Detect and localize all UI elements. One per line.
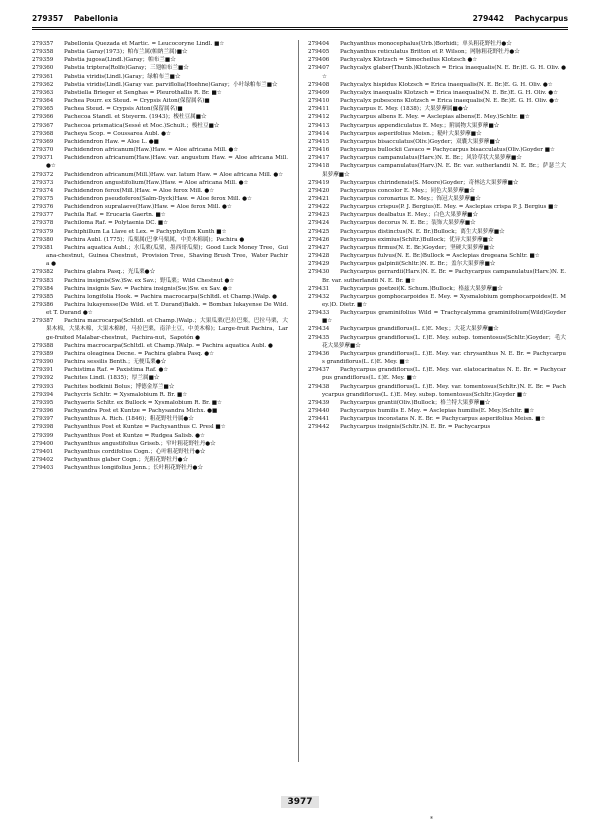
header-right-number: 279442 [472, 14, 504, 23]
entry-text: Pachira aquatica Aubl.；水瓜栗(瓜栗，墨西哥瓜栗)；Good Luck Money Tree，Guiana-chestnut，Guinea Chestnut，Provision Tree，Shaving Brush Tree，Water Pachira ● [46, 244, 288, 268]
entry-text: Pachycarpus crispus(P. J. Bergius)E. Mey. = Asclepias crispa P. J. Bergius ■☆ [340, 204, 559, 211]
entry-number: 279374 [32, 187, 54, 194]
entry-text: Pachira longifolia Hook. = Pachira macrocarpa(Schltdl. et Champ.)Walp. ● [64, 293, 277, 300]
entry-number: 279393 [32, 383, 54, 390]
entry [32, 56, 288, 64]
entry [308, 187, 566, 195]
entry-text: Pachycarpus goetzei(K. Schum.)Bullock；格兹大果萝藦■☆ [340, 285, 503, 292]
entry-text: Pachycarpus albens E. Mey. = Asclepias albens(E. Mey.)Schltr. ■☆ [340, 114, 530, 121]
entry-number: 279436 [308, 350, 330, 357]
entry [32, 440, 288, 448]
entry-text: Pachycarpus chirindensis(S. Moore)Goyder；奇林达大果萝藦■☆ [340, 179, 519, 186]
entry-text: Pachycarpus insignis(Schltr.)N. E. Br. = Pachycarpus [340, 424, 491, 431]
entry-number: 279384 [32, 285, 54, 292]
entry [308, 407, 566, 415]
left-column [32, 40, 288, 472]
entry-text: Pachyanthus Post et Kuntze = Rudgea Salisb. ●☆ [64, 432, 205, 439]
entry-number: 279442 [308, 424, 330, 431]
right-column [310, 40, 566, 432]
entry-text: Pachecoa prismatica(Sessé et Moc.)Schult.；梭杜豆■☆ [64, 122, 220, 129]
entry [32, 244, 288, 268]
entry-text: Pachea Steud. = Crypsis Aiton(保留属名)■ [64, 106, 183, 113]
entry-number: 279401 [32, 448, 54, 455]
entry-text: Pachycarpus bullockii Cavaco = Pachycarpus bisacculatus(Oliv.)Goyder ■☆ [340, 147, 556, 154]
entry-text: Pachidendron africanum(Haw.)Haw. var. angustum Haw. = Aloe africana Mill. ●☆ [46, 155, 288, 170]
entry [32, 374, 288, 382]
entry-text: Pabstia jugosa(Lindl.)Garay；帕布兰■☆ [64, 57, 176, 64]
entry-text: Pachira insignis Sav. = Pachira insignis(Sw.)Sw. ex Sav. ●☆ [64, 285, 233, 292]
entry [32, 146, 288, 154]
entry-number: 279363 [32, 89, 54, 96]
entry [32, 456, 288, 464]
entry-text: Pachila Raf. = Erucaria Gaertn. ■☆ [64, 212, 166, 219]
entry-number: 279423 [308, 212, 330, 219]
entry [32, 342, 288, 350]
entry [32, 293, 288, 301]
entry [32, 277, 288, 285]
page-header [32, 12, 568, 26]
entry-number: 279367 [32, 122, 54, 129]
header-left-number: 279357 [32, 14, 64, 23]
entry-text: Pachycarpus E. Mey. (1838)；大果萝藦属■●☆ [340, 106, 469, 113]
entry-number: 279400 [32, 440, 54, 447]
entry [32, 268, 288, 276]
entry [308, 48, 566, 56]
entry [308, 293, 566, 309]
entry-text: Pachycarpus grantii(Oliv.)Bullock；格兰特大果萝藦■☆ [340, 399, 491, 406]
entry [308, 97, 566, 105]
entry-text: Pachyanthus cordifolius Cogn.；心叶粗花野牡丹●☆ [64, 448, 206, 455]
entry-text: Pachiloma Raf. = Polytaenia DC. ■☆ [64, 220, 169, 227]
entry-number: 279419 [308, 179, 330, 186]
entry-number: 279418 [308, 163, 330, 170]
header-right-title: Pachycarpus [514, 14, 568, 23]
entry [308, 154, 566, 162]
entry-text: Pachyandra Post et Kuntze = Pachysandra Michx. ●■ [64, 408, 218, 415]
entry-number: 279366 [32, 114, 54, 121]
entry-text: Pachyanthus monocephalus(Urb.)Borhidi；单头粗花野牡丹●☆ [340, 41, 512, 47]
entry-text: Pachyaeris Schltr. ex Bullock = Xysmalobium R. Br. ■☆ [64, 399, 223, 406]
entry [308, 179, 566, 187]
entry-number: 279387 [32, 318, 54, 325]
entry-text: Pabstia triptera(Rolfe)Garay；三翅帕布兰■☆ [64, 65, 189, 72]
entry-text: Pachidendron supralaeve(Haw.)Haw. = Aloe ferox Mill. ●☆ [64, 204, 232, 211]
entry-text: Pabellonia Quezada et Martic. = Leucocoryne Lindl. ■☆ [64, 41, 225, 47]
entry [308, 146, 566, 154]
entry-number: 279426 [308, 236, 330, 243]
entry-text: Pachecoa Standl. et Steyerm. (1943)；梭杜豆属■☆ [64, 114, 207, 121]
entry [32, 432, 288, 440]
entry [32, 203, 288, 211]
entry-number: 279361 [32, 73, 54, 80]
entry-number: 279357 [32, 41, 54, 47]
entry [32, 415, 288, 423]
entry-number: 279414 [308, 130, 330, 137]
entry [308, 211, 566, 219]
entry-number: 279412 [308, 114, 330, 121]
entry-number: 279430 [308, 269, 330, 276]
entry [308, 105, 566, 113]
entry-text: Pachycalyx inaequalis Klotzsch = Erica inaequalis(N. E. Br.)E. G. H. Oliv. ●☆ [340, 89, 559, 96]
entry [32, 48, 288, 56]
entry-number: 279434 [308, 326, 330, 333]
entry-text: Pachycarpus firmus(N. E. Br.)Goyder；坚硬大果萝藦■☆ [340, 244, 495, 251]
entry [308, 40, 566, 48]
entry-number: 279372 [32, 171, 54, 178]
entry-text: Pachycarpus galpinii(Schltr.)N. E. Br.；盖尔大果萝藦■☆ [340, 261, 496, 268]
entry [32, 358, 288, 366]
entry [308, 309, 566, 325]
entry-number: 279420 [308, 187, 330, 194]
entry [32, 366, 288, 374]
entry-number: 279432 [308, 293, 330, 300]
entry-number: 279371 [32, 155, 54, 162]
entry-text: Pachyanthus reticulatus Britton et P. Wilson；网脉粗花野牡丹●☆ [340, 49, 520, 56]
entry-number: 279429 [308, 261, 330, 268]
entry [308, 399, 566, 407]
entry [32, 195, 288, 203]
entry-text: Pachycarpus campanulatus(Harv.)N. E. Br. var. sutherlandii N. E. Br.；萨瑟兰大果萝藦■☆ [322, 163, 566, 178]
entry [308, 122, 566, 130]
entry-text: Pachidendron africanum(Mill.)Haw. var. latum Haw. = Aloe africana Mill. ●☆ [64, 171, 284, 178]
entry [32, 448, 288, 456]
entry-text: Pachycarpus grandiflorus(L. f.)E. Mey. var. elatocarinatus N. E. Br. = Pachycarpus grandiflorus(L. f.)E. Mey. ■☆ [322, 367, 566, 382]
entry-text: Pachycarpus distinctus(N. E. Br.)Bullock；离生大果萝藦■☆ [340, 228, 505, 235]
page-number [0, 797, 600, 807]
entry-number: 279362 [32, 81, 54, 88]
entry-number: 279399 [32, 432, 54, 439]
entry-number: 279438 [308, 383, 330, 390]
entry-number: 279390 [32, 359, 54, 366]
entry-number: 279421 [308, 195, 330, 202]
entry-text: Pachiphillum La Llave et Lex. = Pachyphyllum Kunth ■☆ [64, 228, 227, 235]
page-number-text: 3977 [281, 796, 318, 808]
entry-number: 279370 [32, 147, 54, 154]
entry-text: Pachycalyx pubescens Klotzsch = Erica inaequalis(N. E. Br.)E. G. H. Oliv. ●☆ [340, 98, 559, 105]
entry-number: 279398 [32, 424, 54, 431]
entry [32, 399, 288, 407]
header-left-title: Pabellonia [73, 14, 119, 23]
entry [32, 40, 288, 48]
entry-text: Pachira sessilis Benth.；无梗瓜栗●☆ [64, 359, 167, 366]
entry-number: 279427 [308, 244, 330, 251]
entry [308, 415, 566, 423]
entry-number: 279403 [32, 465, 54, 472]
header-rule-thin [32, 29, 568, 30]
entry-number: 279397 [32, 416, 54, 423]
entry-text: Pachycarpus grandiflorus(L. f.)E. Mey. subsp. tomentosus(Schltr.)Goyder；毛大花大果萝藦■☆ [322, 334, 566, 349]
entry-text: Pachycarpus eximius(Schltr.)Bullock；优异大果萝藦■☆ [340, 236, 494, 243]
entry [32, 64, 288, 72]
entry-text: Pachycarpus gerrardii(Harv.)N. E. Br. = Pachycarpus campanulatus(Harv.)N. E. Br. var. sutherlandii N. E. Br. ■☆ [322, 269, 566, 284]
entry [308, 203, 566, 211]
header-left [32, 14, 118, 23]
entry [308, 81, 566, 89]
entry [32, 350, 288, 358]
entry-text: Pachycalyx glaber(Thunb.)Klotzsch = Erica inaequalis(N. E. Br.)E. G. H. Oliv. ●☆ [322, 65, 566, 80]
entry [32, 113, 288, 121]
entry-number: 279396 [32, 408, 54, 415]
entry-text: Pachites Lindl. (1835)；厚兰属■☆ [64, 375, 160, 382]
entry-number: 279439 [308, 399, 330, 406]
entry-number: 279417 [308, 155, 330, 162]
entry [32, 130, 288, 138]
entry-number: 279388 [32, 342, 54, 349]
entry [308, 325, 566, 333]
entry-number: 279424 [308, 220, 330, 227]
entry-number: 279365 [32, 106, 54, 113]
entry-text: Pachidendron angustifolium(Haw.)Haw. = Aloe africana Mill. ●☆ [64, 179, 249, 186]
entry-text: Pabstia Garay(1973)；帕布兰属(帕納兰属)■☆ [64, 49, 188, 56]
entry-text: Pachycarpus dealbatus E. Mey.；白色大果萝藦■☆ [340, 212, 479, 219]
entry-number: 279369 [32, 138, 54, 145]
entry-text: Pachira lukayensse(De Wild. et T. Durand)Bakh. = Bombax lukayense De Wild. et T. Durand ●☆ [46, 302, 288, 317]
entry-text: Pachira Aubl. (1775)；瓜栗属(巴拿马栗属，中美木棉属)；Pachira ● [64, 236, 245, 243]
entry [32, 317, 288, 341]
entry [308, 56, 566, 64]
entry-number: 279389 [32, 350, 54, 357]
entry [308, 89, 566, 97]
entry-text: Pachyanthus longifolius Jenn.；长叶粗花野牡丹●☆ [64, 465, 203, 472]
entry-number: 279409 [308, 89, 330, 96]
entry [32, 187, 288, 195]
entry [32, 171, 288, 179]
entry-text: Pachira macrocarpa(Schltdl. et Champ.)Walp.；大果瓜栗(巴拉巴栗，巴拉马栗，大果木棉，大果木棉，大果木棉树，马拉巴栗，南洋土豆，中美木棉)；Large-fruit Pachira，Large-fruited Malabar-chestnut，Pachira-nut，Sapotón ● [46, 318, 288, 341]
entry [32, 138, 288, 146]
entry-number: 279368 [32, 130, 54, 137]
entry [32, 391, 288, 399]
entry-text: Pachyanthus A. Rich. (1846)；粗花野牡丹属●☆ [64, 416, 194, 423]
entry [308, 162, 566, 178]
entry-text: Pachidendron africanum(Haw.)Haw. = Aloe africana Mill. ●☆ [64, 147, 239, 154]
entry [32, 407, 288, 415]
entry [308, 383, 566, 399]
entry-number: 279411 [308, 106, 330, 113]
entry-text: Pachira oleaginea Decne. = Pachira glabra Pasq. ●☆ [64, 350, 215, 357]
entry [32, 81, 288, 89]
entry [308, 268, 566, 284]
entry-text: Pachycarpus asperifolius Meisn.；糙叶大果萝藦■☆ [340, 130, 482, 137]
entry-number: 279386 [32, 302, 54, 308]
entry-text: Pachyanthus glaber Cogn.；光粗花野牡丹●☆ [64, 456, 189, 463]
entry [32, 464, 288, 472]
entry [32, 154, 288, 170]
entry [32, 301, 288, 317]
entry-text: Pachidendron pseudoferox(Salm-Dyck)Haw. = Aloe ferox Mill. ●☆ [64, 195, 252, 202]
entry-number: 279416 [308, 147, 330, 154]
entry-number: 279402 [32, 456, 54, 463]
entry-number: 279395 [32, 399, 54, 406]
entry [32, 423, 288, 431]
entry-text: Pachycarpus inconstans N. E. Br. = Pachycarpus asperifolius Meisn. ■☆ [340, 416, 546, 423]
entry-number: 279435 [308, 334, 330, 341]
entry-text: Pachistima Raf. = Paxistima Raf. ●☆ [64, 367, 169, 374]
entry [32, 73, 288, 81]
entry-number: 279428 [308, 253, 330, 260]
entry [32, 179, 288, 187]
entry-text: Pachycarpus grandiflorus(L. f.)E. Mey. var. tomentosus(Schltr.)N. E. Br. = Pachycarpus grandiflorus(L. f.)E. Mey. subsp. tomentosus(Schltr.)Goyder ■☆ [322, 383, 566, 398]
entry-number: 279358 [32, 49, 54, 56]
entry-text: Pacheya Scop. = Coussarea Aubl. ●☆ [64, 130, 171, 137]
entry [308, 334, 566, 350]
entry-number: 279376 [32, 204, 54, 211]
entry-number: 279407 [308, 65, 330, 72]
entry [32, 122, 288, 130]
entry [308, 366, 566, 382]
entry-text: Pachites bodkinii Bolus；博德金厚兰■☆ [64, 383, 175, 390]
entry [32, 236, 288, 244]
entry-number: 279385 [32, 293, 54, 300]
entry-text: Pabstia viridis(Lindl.)Garay；绿帕布兰■☆ [64, 73, 181, 80]
entry-text: Pachidendron ferox(Mill.)Haw. = Aloe ferox Mill. ●☆ [64, 187, 215, 194]
entry-text: Pabstia viridis(Lindl.)Garay var. parviflolia(Hoehne)Garay；小叶绿帕布兰■☆ [64, 81, 278, 88]
entry-text: Pachycarpus appendiculatus E. Mey.；附属物大果萝藦■☆ [340, 122, 500, 129]
entry-number: 279364 [32, 98, 54, 105]
entry [308, 252, 566, 260]
entry [308, 138, 566, 146]
entry-text: Pachycarpus humilis E. Mey. = Asclepias humilis(E. Mey.)Schltr. ■☆ [340, 408, 535, 415]
entry-text: Pachycalyx Klotzsch = Simocheilus Klotzsch ●☆ [340, 57, 478, 64]
entry-number: 279422 [308, 204, 330, 211]
entry-number: 279392 [32, 375, 54, 382]
entry-number: 279431 [308, 285, 330, 292]
entry [308, 228, 566, 236]
entry-text: Pachycarpus campanulatus(Harv.)N. E. Br.；风铃草状大果萝藦■☆ [340, 155, 522, 162]
entry [32, 228, 288, 236]
entry-number: 279406 [308, 57, 330, 64]
footer-mark: * [430, 816, 433, 823]
entry-number: 279377 [32, 212, 54, 219]
entry [32, 285, 288, 293]
column-divider [298, 40, 299, 762]
entry-number: 279437 [308, 367, 330, 374]
entry-text: Pachea Pourr. ex Steud. = Crypsis Aiton(保留属名)■ [64, 98, 210, 105]
entry [308, 285, 566, 293]
entry-text: Pachycalyx hispidus Klotzsch = Erica inaequalis(N. E. Br.)E. G. H. Oliv. ●☆ [340, 81, 553, 88]
entry-text: Pachycarpus decorus N. E. Br.；装饰大果萝藦■☆ [340, 220, 476, 227]
entry-number: 279440 [308, 408, 330, 415]
entry [308, 64, 566, 80]
entry-text: Pachycarpus grandiflorus(L. f.)E. Mey. var. chrysanthus N. E. Br. = Pachycarpus grandiflorus(L. f.)E. Mey. ■☆ [322, 350, 566, 366]
entry-text: Pabstiella Brieger et Senghas = Pleurothallis R. Br. ■☆ [64, 89, 222, 96]
entry-number: 279433 [308, 310, 330, 317]
entry-number: 279441 [308, 416, 330, 423]
entry-number: 279380 [32, 236, 54, 243]
entry [308, 350, 566, 366]
entry-number: 279394 [32, 391, 54, 398]
entry-text: Pachira insignis(Sw.)Sw. ex Sav.；野瓜栗；Wild Chestnut ●☆ [64, 277, 235, 284]
entry [308, 195, 566, 203]
entry-number: 279381 [32, 244, 54, 251]
entry-text: Pachycarpus graminifolius Wild = Trachycalymma graminifolium(Wild)Goyder ■☆ [322, 310, 566, 325]
entry [32, 211, 288, 219]
entry-number: 279391 [32, 367, 54, 374]
entry-number: 279379 [32, 228, 54, 235]
entry [308, 244, 566, 252]
entry [32, 97, 288, 105]
entry-number: 279408 [308, 81, 330, 88]
entry-number: 279415 [308, 138, 330, 145]
entry [32, 383, 288, 391]
entry-text: Pachycarpus bisacculatus(Oliv.)Goyder；双囊大果萝藦■☆ [340, 138, 501, 145]
entry [308, 423, 566, 431]
entry-number: 279383 [32, 277, 54, 284]
entry [308, 260, 566, 268]
entry-text: Pachyanthus Post et Kuntze = Pachysanthus C. Presl ■☆ [64, 424, 226, 431]
entry-number: 279378 [32, 220, 54, 227]
entry-text: Pachycris Schltr. = Xysmalobium R. Br. ■☆ [64, 391, 188, 398]
entry-text: Pachycarpus fulvus(N. E. Br.)Bullock = Asclepias dregeana Schltr. ■☆ [340, 253, 540, 260]
entry [32, 105, 288, 113]
entry-number: 279413 [308, 122, 330, 129]
entry-text: Pachira glabra Pasq.；光瓜栗●☆ [64, 269, 156, 276]
entry [308, 219, 566, 227]
entry [32, 219, 288, 227]
entry-text: Pachira macrocarpa(Schltdl. et Champ.)Walp. = Pachira aquatica Aubl. ● [64, 342, 273, 349]
header-right [473, 14, 568, 23]
entry-number: 279382 [32, 269, 54, 276]
entry-number: 279375 [32, 195, 54, 202]
entry [308, 130, 566, 138]
entry-text: Pachycarpus grandiflorus(L. f.)E. Mey.；大花大果萝藦■☆ [340, 326, 499, 333]
entry-number: 279405 [308, 49, 330, 56]
entry-text: Pachidendron Haw. = Aloe L. ●■ [64, 138, 159, 145]
entry-number: 279359 [32, 57, 54, 64]
entry-number: 279425 [308, 228, 330, 235]
entry-number: 279410 [308, 98, 330, 105]
entry-number: 279404 [308, 41, 330, 47]
entry [308, 113, 566, 121]
entry-number: 279373 [32, 179, 54, 186]
entry-text: Pachycarpus gomphocarpoides E. Mey. = Xysmalobium gomphocarpoides(E. Mey.)D. Dietr. ■☆ [322, 293, 566, 308]
entry-text: Pachyanthus angustifolius Griseb.；窄叶粗花野牡丹●☆ [64, 440, 216, 447]
entry-text: Pachycarpus coronarius E. Mey.；饰冠大果萝藦■☆ [340, 195, 481, 202]
header-rule-thick [32, 27, 568, 28]
entry-text: Pachycarpus concolor E. Mey.；同色大果萝藦■☆ [340, 187, 475, 194]
entry-number: 279360 [32, 65, 54, 72]
entry [308, 236, 566, 244]
entry [32, 89, 288, 97]
